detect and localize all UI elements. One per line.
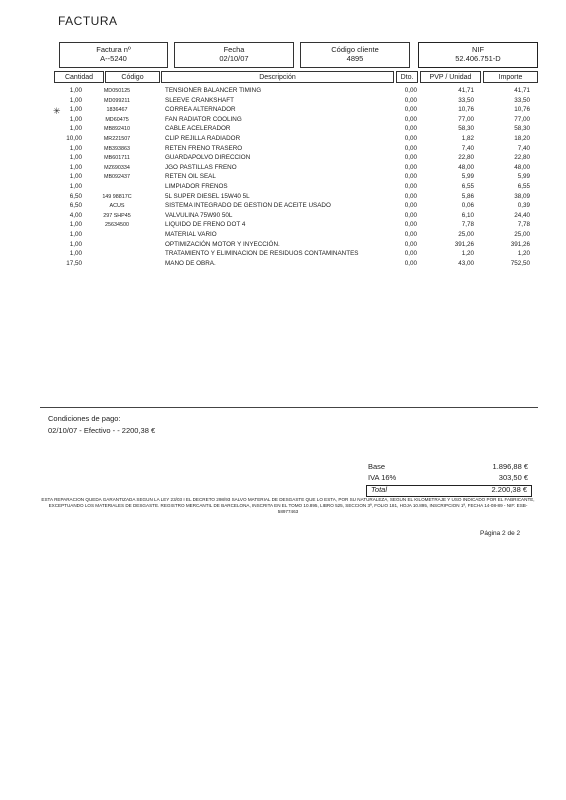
item-description: CABLE ACELERADOR: [165, 125, 231, 133]
iva-label: IVA 16%: [368, 473, 397, 482]
client-code-value: 4895: [346, 54, 364, 63]
item-description: RETEN FRENO TRASERO: [165, 144, 243, 152]
item-code: MB393863: [103, 145, 131, 152]
item-amount: 38,09: [514, 192, 530, 200]
item-description: MANO DE OBRA.: [165, 259, 216, 267]
item-unit-price: 58,30: [458, 125, 474, 133]
item-description: 5L SUPER DIESEL 15W40 5L: [165, 192, 250, 200]
invoice-number-label: Factura nº: [96, 45, 131, 54]
col-header-code: Código: [105, 71, 160, 83]
item-discount: 0,00: [404, 221, 417, 229]
item-description: LIQUIDO DE FRENO DOT 4: [165, 221, 246, 229]
table-row: [0, 241, 566, 251]
item-quantity: 6,50: [69, 192, 82, 200]
item-quantity: 1,00: [69, 250, 82, 258]
item-code: 1836467: [106, 107, 128, 114]
item-unit-price: 6,55: [461, 183, 474, 190]
item-unit-price: 10,76: [458, 106, 474, 114]
item-unit-price: 41,71: [458, 87, 474, 94]
col-header-quantity: Cantidad: [54, 71, 104, 83]
item-unit-price: 25,00: [458, 231, 474, 238]
item-description: VALVULINA 75W90 50L: [165, 211, 233, 219]
item-amount: 24,40: [514, 211, 530, 219]
table-row: [0, 116, 566, 126]
item-quantity: 6,50: [69, 202, 82, 210]
item-code: ACUS: [109, 203, 125, 210]
invoice-number-value: A--5240: [100, 54, 127, 63]
item-quantity: 1,00: [69, 231, 82, 238]
item-quantity: 1,00: [69, 173, 82, 181]
total-row: [366, 485, 532, 497]
date-value: 02/10/07: [219, 54, 249, 63]
item-discount: 0,00: [404, 192, 417, 200]
item-amount: 33,50: [514, 96, 530, 104]
total-value: 2.200,38 €: [491, 485, 527, 494]
item-quantity: 10,00: [66, 135, 82, 142]
col-header-discount: Dto.: [396, 71, 418, 83]
item-discount: 0,00: [404, 144, 417, 152]
item-code: 149 98817C: [102, 193, 132, 200]
item-discount: 0,00: [404, 202, 417, 210]
item-discount: 0,00: [404, 231, 417, 238]
item-amount: 10,76: [514, 106, 530, 114]
item-unit-price: 7,78: [461, 221, 474, 229]
item-quantity: 17,50: [66, 259, 82, 267]
item-discount: 0,00: [404, 87, 417, 94]
col-header-amount: Importe: [483, 71, 538, 83]
item-discount: 0,00: [404, 183, 417, 190]
table-row: [0, 231, 566, 241]
iva-value: 303,50 €: [498, 473, 528, 482]
item-amount: 25,00: [514, 231, 530, 238]
client-code-label: Código cliente: [331, 45, 379, 54]
item-description: CORREA ALTERNADOR: [165, 106, 236, 114]
item-unit-price: 33,50: [458, 96, 474, 104]
item-quantity: 1,00: [69, 144, 82, 152]
item-amount: 41,71: [514, 87, 530, 94]
base-value: 1.896,88 €: [492, 462, 528, 471]
table-row: [0, 212, 566, 222]
base-label: Base: [368, 462, 386, 471]
table-row: [0, 87, 566, 97]
total-label: Total: [371, 485, 387, 494]
page-number: Página 2 de 2: [480, 530, 521, 537]
item-description: MATERIAL VARIO: [165, 231, 217, 238]
totals-block: [366, 462, 532, 497]
table-row: [0, 183, 566, 193]
table-row: [0, 193, 566, 203]
item-unit-price: 7,40: [461, 144, 474, 152]
table-row: [0, 154, 566, 164]
item-code: MD099211: [104, 97, 130, 104]
item-discount: 0,00: [404, 106, 417, 114]
item-description: OPTIMIZACIÓN MOTOR Y INYECCIÓN.: [165, 240, 280, 248]
table-row: [0, 202, 566, 212]
item-discount: 0,00: [404, 135, 417, 142]
table-row: [0, 106, 566, 116]
table-row: [0, 260, 566, 270]
col-header-description: Descripción: [161, 71, 394, 83]
item-unit-price: 77,00: [458, 115, 474, 123]
item-quantity: 1,00: [69, 106, 82, 114]
nif-label: NIF: [471, 45, 485, 54]
item-code: MD050125: [103, 88, 131, 94]
item-description: TENSIONER BALANCER TIMING: [165, 87, 262, 94]
item-unit-price: 22,80: [458, 154, 474, 162]
item-unit-price: 0,06: [461, 202, 474, 210]
item-amount: 0,39: [517, 202, 530, 210]
item-quantity: 4,00: [69, 211, 82, 219]
base-row: [366, 462, 532, 473]
table-row: [0, 250, 566, 260]
item-amount: 7,40: [517, 144, 530, 152]
item-description: SISTEMA INTEGRADO DE GESTION DE ACEITE USADO: [165, 202, 331, 210]
item-discount: 0,00: [404, 163, 417, 171]
table-row: [0, 97, 566, 107]
divider: [40, 407, 538, 408]
iva-row: [366, 473, 532, 484]
handwritten-mark: ✳: [53, 106, 61, 116]
item-description: TRATAMIENTO Y ELIMINACION DE RESIDUOS CONTAMINANTES: [165, 250, 359, 258]
item-code: MB092437: [103, 174, 131, 181]
item-amount: 7,78: [517, 221, 530, 229]
item-quantity: 1,00: [69, 240, 82, 248]
item-unit-price: 5,86: [461, 192, 474, 200]
item-amount: 6,55: [517, 183, 530, 190]
item-amount: 58,30: [514, 125, 530, 133]
client-code-box: [300, 42, 410, 68]
item-amount: 18,20: [514, 135, 530, 142]
item-amount: 5,99: [517, 173, 530, 181]
item-quantity: 1,00: [69, 221, 82, 229]
payment-terms-value: 02/10/07 - Efectivo - - 2200,38 €: [48, 426, 156, 435]
nif-box: [418, 42, 538, 68]
item-unit-price: 6,10: [461, 211, 474, 219]
table-row: [0, 125, 566, 135]
item-code: MB601711: [104, 155, 130, 162]
item-quantity: 1,00: [69, 183, 82, 190]
item-unit-price: 391,26: [454, 240, 474, 248]
item-unit-price: 48,00: [458, 163, 474, 171]
item-discount: 0,00: [404, 211, 417, 219]
item-code: MZ690334: [104, 164, 130, 171]
item-description: RETEN OIL SEAL: [165, 173, 216, 181]
item-description: CLIP REJILLA RADIADOR: [165, 135, 241, 142]
item-amount: 77,00: [514, 115, 530, 123]
item-description: GUARDAPOLVO DIRECCION: [165, 154, 251, 162]
table-row: [0, 221, 566, 231]
item-discount: 0,00: [404, 115, 417, 123]
item-discount: 0,00: [404, 96, 417, 104]
table-row: [0, 135, 566, 145]
item-quantity: 1,00: [69, 96, 82, 104]
item-quantity: 1,00: [69, 115, 82, 123]
item-unit-price: 1,82: [461, 135, 474, 142]
document-title: FACTURA: [58, 14, 118, 28]
invoice-number-box: [59, 42, 168, 68]
item-quantity: 1,00: [69, 163, 82, 171]
item-discount: 0,00: [404, 173, 417, 181]
item-code: 25634500: [105, 222, 129, 229]
item-description: JGO PASTILLAS FRENO: [165, 163, 237, 171]
item-code: MB892410: [103, 126, 131, 133]
item-discount: 0,00: [404, 240, 417, 248]
item-unit-price: 43,00: [458, 259, 474, 267]
table-row: [0, 173, 566, 183]
item-code: MR221507: [103, 136, 131, 142]
date-box: [174, 42, 294, 68]
item-discount: 0,00: [404, 125, 417, 133]
item-description: FAN RADIATOR COOLING: [165, 115, 242, 123]
item-description: LIMPIADOR FRENOS: [165, 183, 228, 190]
date-label: Fecha: [223, 45, 245, 54]
item-amount: 48,00: [514, 163, 530, 171]
legal-notice: ESTA REPARACION QUEDA GARANTIZADA SEGUN LA LEY 23/03 I EL DECRETO 298/93 SALVO MATERIAL DE DESGASTE QUE LO ESTA, POR SU NATURALEZA, SEGUN EL KILOMETRAJE Y USO INDICADO POR EL FABRICANTE, EXCEPTUANDO LOS MATERIALES DE DESGASTE. REGISTRO MERCANTIL DE BARCELONA, INSCRITA EN EL TOMO 10.895, LIBRO 525, SECCION 3ª, FOLIO 181, HOJA 10.895, INSCRIPCION 1ª, FECHA 14-08-89 - NIF: ESB-58977463: [41, 497, 535, 514]
item-discount: 0,00: [404, 259, 417, 267]
item-unit-price: 5,99: [461, 173, 474, 181]
nif-value: 52.406.751-D: [455, 54, 501, 63]
table-row: [0, 164, 566, 174]
item-description: SLEEVE CRANKSHAFT: [165, 96, 234, 104]
item-amount: 391,26: [510, 240, 530, 248]
item-amount: 1,20: [517, 250, 530, 258]
item-quantity: 1,00: [69, 87, 82, 94]
item-discount: 0,00: [404, 154, 417, 162]
payment-terms-label: Condiciones de pago:: [48, 414, 121, 423]
item-code: 297 SHP45: [103, 212, 131, 219]
item-code: MD60475: [105, 116, 129, 123]
item-amount: 22,80: [514, 154, 530, 162]
item-amount: 752,50: [510, 259, 530, 267]
item-quantity: 1,00: [69, 154, 82, 162]
item-quantity: 1,00: [69, 125, 82, 133]
col-header-unit-price: PVP / Unidad: [420, 71, 481, 83]
item-discount: 0,00: [404, 250, 417, 258]
table-row: [0, 145, 566, 155]
item-unit-price: 1,20: [461, 250, 474, 258]
